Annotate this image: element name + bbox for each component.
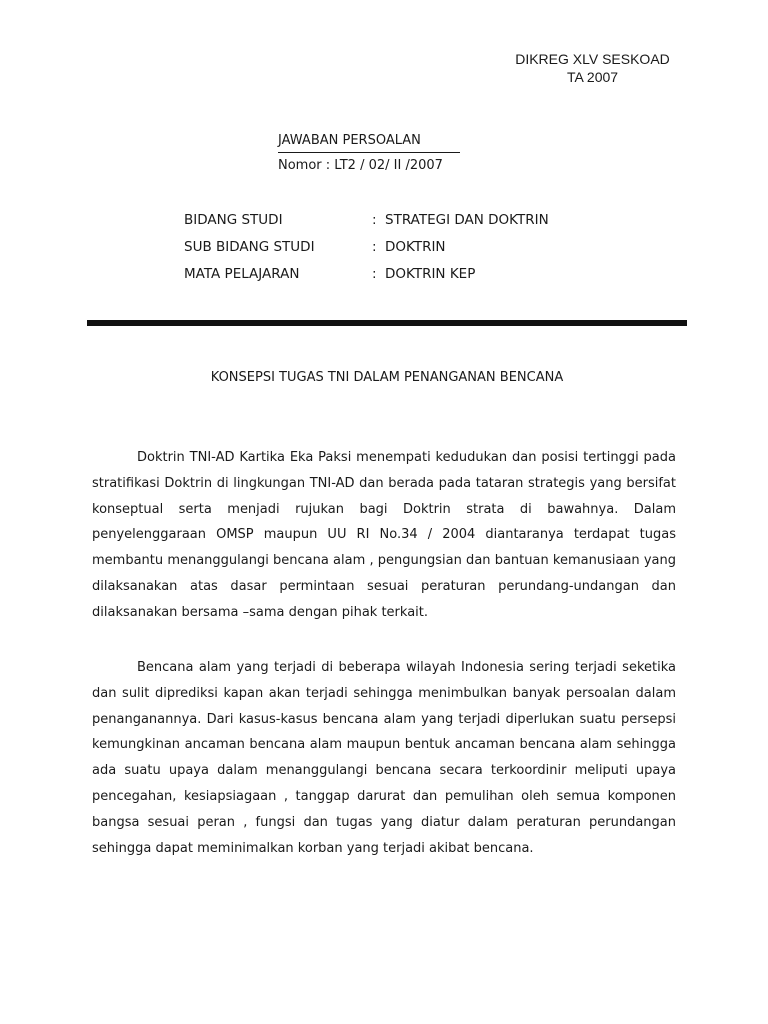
document-number: Nomor : LT2 / 02/ II /2007 bbox=[278, 158, 443, 173]
header-line-2: TA 2007 bbox=[566, 69, 619, 85]
meta-value: DOKTRIN bbox=[385, 239, 446, 255]
meta-label: MATA PELAJARAN bbox=[184, 266, 300, 282]
header-line-1: DIKREG XLV SESKOAD bbox=[515, 51, 670, 67]
section-heading: KONSEPSI TUGAS TNI DALAM PENANGANAN BENCANA bbox=[210, 370, 564, 385]
meta-label: SUB BIDANG STUDI bbox=[184, 239, 315, 255]
document-title: JAWABAN PERSOALAN bbox=[278, 131, 460, 153]
meta-value: STRATEGI DAN DOKTRIN bbox=[385, 212, 549, 228]
meta-colon: : bbox=[372, 212, 377, 228]
section-divider bbox=[87, 320, 687, 326]
body-paragraph-1: Doktrin TNI-AD Kartika Eka Paksi menempati kedudukan dan posisi tertinggi pada stratifikasi Doktrin di lingkungan TNI-AD dan berada pada tataran strategis yang bersifat konseptual serta menjadi rujukan bagi Doktrin strata di bawahnya. Dalam penyelenggaraan OMSP maupun UU RI No.34 / 2004 diantaranya terdapat tugas membantu menanggulangi bencana alam , pengungsian dan bantuan kemanusiaan yang dilaksanakan atas dasar permintaan sesuai peraturan perundang-undangan dan dilaksanakan bersama –sama dengan pihak terkait. bbox=[92, 450, 676, 620]
meta-colon: : bbox=[372, 266, 377, 282]
body-paragraph-2: Bencana alam yang terjadi di beberapa wilayah Indonesia sering terjadi seketika dan sulit diprediksi kapan akan terjadi sehingga menimbulkan banyak persoalan dalam penanganannya. Dari kasus-kasus bencana alam yang terjadi diperlukan suatu persepsi kemungkinan ancaman bencana alam maupun bentuk ancaman bencana alam sehingga ada suatu upaya dalam menanggulangi bencana secara terkoordinir meliputi upaya pencegahan, kesiapsiagaan , tanggap darurat dan pemulihan oleh semua komponen bangsa sesuai peran , fungsi dan tugas yang diatur dalam peraturan perundangan sehingga dapat meminimalkan korban yang terjadi akibat bencana. bbox=[92, 660, 676, 856]
meta-label: BIDANG STUDI bbox=[184, 212, 283, 228]
meta-colon: : bbox=[372, 239, 377, 255]
meta-value: DOKTRIN KEP bbox=[385, 266, 476, 282]
document-header bbox=[490, 50, 695, 86]
title-block bbox=[278, 131, 460, 176]
